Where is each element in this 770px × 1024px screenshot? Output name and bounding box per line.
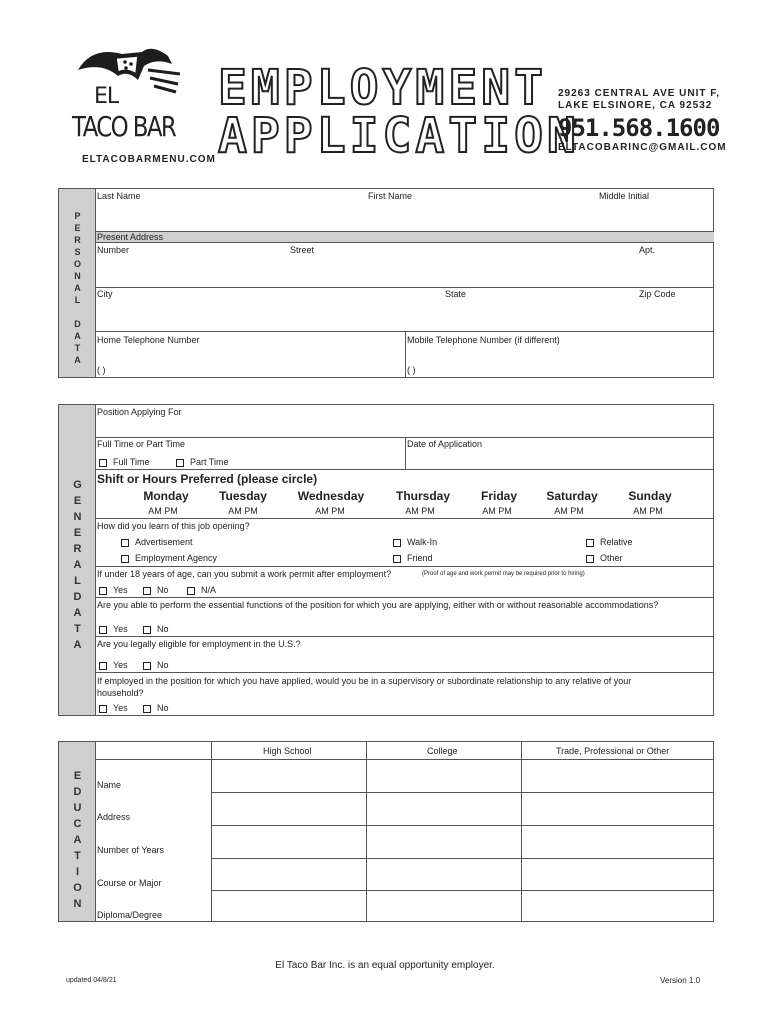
- eligible-yes-checkbox[interactable]: [99, 660, 128, 670]
- yes-label: Yes: [113, 624, 128, 634]
- eligible-question: Are you legally eligible for employment in the U.S.?: [97, 639, 301, 649]
- side-letter: T: [74, 850, 81, 862]
- city-input-area[interactable]: [97, 301, 713, 331]
- full-part-label: Full Time or Part Time: [97, 439, 186, 449]
- phone-number: 951.568.1600: [558, 114, 720, 142]
- middle-initial-label: Middle Initial: [599, 191, 650, 201]
- position-input-area[interactable]: [97, 419, 713, 437]
- ampm-sunday[interactable]: AM PM: [633, 506, 663, 516]
- ampm-thursday[interactable]: AM PM: [405, 506, 435, 516]
- row-years: Number of Years: [97, 845, 165, 855]
- side-letter: E: [73, 495, 82, 507]
- permit-no-checkbox[interactable]: [143, 585, 169, 595]
- home-phone-label: Home Telephone Number: [97, 335, 200, 345]
- no-label: No: [157, 703, 169, 713]
- home-phone-field[interactable]: ( ): [97, 365, 106, 375]
- side-letter: S: [74, 247, 81, 257]
- version-label: Version 1.0: [660, 976, 701, 985]
- row-diploma: Diploma/Degree: [97, 910, 163, 920]
- col-college: College: [427, 746, 458, 756]
- yes-label: Yes: [113, 660, 128, 670]
- side-letter: D: [73, 786, 82, 798]
- relative-question-line1: If employed in the position for which you have applied, would you be in a supervisory or subordinate relationship to any relative of your: [97, 676, 632, 686]
- permit-na-checkbox[interactable]: [187, 585, 216, 595]
- side-letter: A: [74, 283, 81, 293]
- email-address: ELTACOBARINC@GMAIL.COM: [558, 142, 727, 153]
- functions-no-checkbox[interactable]: [143, 624, 169, 634]
- side-letter: N: [73, 511, 82, 523]
- other-label: Other: [600, 553, 623, 563]
- education-input-grid[interactable]: [212, 760, 714, 922]
- side-letter: E: [73, 770, 82, 782]
- side-letter: A: [73, 607, 82, 619]
- ampm-tuesday[interactable]: AM PM: [228, 506, 258, 516]
- number-label: Number: [97, 245, 130, 255]
- state-label: State: [445, 289, 467, 299]
- side-letter: P: [74, 211, 81, 221]
- ampm-wednesday[interactable]: AM PM: [315, 506, 345, 516]
- first-name-label: First Name: [368, 191, 413, 201]
- title-employment: EMPLOYMENT: [218, 60, 547, 116]
- position-label: Position Applying For: [97, 407, 182, 417]
- full-time-checkbox[interactable]: [99, 457, 150, 467]
- side-letter: R: [74, 235, 81, 245]
- side-letter: G: [73, 479, 82, 491]
- relative-checkbox[interactable]: [586, 537, 633, 547]
- side-letter: R: [73, 543, 82, 555]
- apt-label: Apt.: [639, 245, 656, 255]
- no-label: No: [157, 660, 169, 670]
- side-letter: D: [74, 319, 81, 329]
- advertisement-label: Advertisement: [135, 537, 193, 547]
- name-input-area[interactable]: [97, 203, 713, 231]
- side-letter: C: [73, 818, 82, 830]
- no-label: No: [157, 624, 169, 634]
- permit-question: If under 18 years of age, can you submit a work permit after employment?: [97, 569, 392, 579]
- shift-title: Shift or Hours Preferred (please circle): [97, 472, 318, 486]
- other-checkbox[interactable]: [586, 553, 623, 563]
- permit-note: (Proof of age and work permit may be required prior to hiring): [422, 571, 585, 577]
- ampm-saturday[interactable]: AM PM: [554, 506, 584, 516]
- day-sunday: Sunday: [628, 489, 672, 503]
- mobile-phone-label: Mobile Telephone Number (if different): [407, 335, 560, 345]
- personal-data-section: [58, 188, 714, 378]
- day-wednesday: Wednesday: [297, 489, 365, 503]
- education-section: [58, 741, 714, 922]
- relative-no-checkbox[interactable]: [143, 703, 169, 713]
- side-letter: A: [74, 331, 81, 341]
- side-letter: U: [73, 802, 82, 814]
- present-address-bar: [96, 231, 714, 243]
- general-side-label: [59, 405, 96, 715]
- relative-label: Relative: [600, 537, 633, 547]
- date-application-label: Date of Application: [407, 439, 483, 449]
- side-letter: T: [74, 343, 81, 353]
- street-input-area[interactable]: [97, 257, 713, 287]
- side-letter: L: [74, 295, 81, 305]
- walkin-label: Walk-In: [407, 537, 438, 547]
- logo-text-taco-bar: TACO BAR: [72, 110, 176, 143]
- col-high-school: High School: [263, 746, 312, 756]
- side-letter: L: [74, 575, 81, 587]
- ampm-monday[interactable]: AM PM: [148, 506, 178, 516]
- title-application: APPLICATION: [218, 108, 580, 164]
- learn-question: How did you learn of this job opening?: [97, 521, 250, 531]
- last-name-label: Last Name: [97, 191, 141, 201]
- personal-side-label: [59, 189, 96, 377]
- zip-label: Zip Code: [639, 289, 676, 299]
- side-letter: I: [75, 866, 80, 878]
- side-letter: N: [74, 271, 81, 281]
- col-trade: Trade, Professional or Other: [556, 746, 670, 756]
- website-url: ELTACOBARMENU.COM: [82, 154, 216, 165]
- city-label: City: [97, 289, 113, 299]
- mobile-phone-field[interactable]: ( ): [407, 365, 416, 375]
- address-line2: LAKE ELSINORE, CA 92532: [558, 100, 713, 111]
- side-letter: A: [74, 355, 81, 365]
- logo-graphic: [72, 40, 182, 98]
- ampm-friday[interactable]: AM PM: [482, 506, 512, 516]
- street-label: Street: [290, 245, 315, 255]
- education-side-label: [59, 742, 96, 921]
- day-saturday: Saturday: [546, 489, 598, 503]
- part-time-label: Part Time: [190, 457, 229, 467]
- relative-yes-checkbox[interactable]: [99, 703, 128, 713]
- day-thursday: Thursday: [395, 489, 450, 503]
- agency-checkbox[interactable]: [121, 553, 217, 563]
- general-data-section: [58, 404, 714, 716]
- side-letter: A: [73, 559, 82, 571]
- yes-label: Yes: [113, 585, 128, 595]
- full-time-label: Full Time: [113, 457, 150, 467]
- side-letter: E: [74, 223, 81, 233]
- yes-label: Yes: [113, 703, 128, 713]
- eligible-no-checkbox[interactable]: [143, 660, 169, 670]
- walkin-checkbox[interactable]: [393, 537, 437, 547]
- side-letter: A: [73, 639, 82, 651]
- relative-question-line2: household?: [97, 688, 144, 698]
- side-letter: O: [73, 882, 82, 894]
- row-address: Address: [97, 812, 131, 822]
- part-time-checkbox[interactable]: [176, 457, 229, 467]
- side-letter: T: [74, 623, 81, 635]
- friend-checkbox[interactable]: [393, 553, 433, 563]
- side-letter: D: [73, 591, 82, 603]
- permit-yes-checkbox[interactable]: [99, 585, 128, 595]
- address-line1: 29263 CENTRAL AVE UNIT F,: [558, 88, 721, 99]
- na-label: N/A: [201, 585, 217, 595]
- side-letter: O: [73, 259, 81, 269]
- eoe-statement: El Taco Bar Inc. is an equal opportunity employer.: [275, 960, 495, 971]
- row-name: Name: [97, 780, 122, 790]
- present-address-label: Present Address: [97, 232, 164, 242]
- agency-label: Employment Agency: [135, 553, 218, 563]
- row-course: Course or Major: [97, 878, 162, 888]
- logo-text-el: EL: [94, 84, 119, 109]
- functions-question: Are you able to perform the essential functions of the position for which you are applying, either with or without reasonable accommodations?: [97, 600, 659, 610]
- functions-yes-checkbox[interactable]: [99, 624, 128, 634]
- updated-date: updated 04/8/21: [66, 977, 117, 984]
- day-monday: Monday: [143, 489, 189, 503]
- side-letter: E: [73, 527, 82, 539]
- friend-label: Friend: [407, 553, 433, 563]
- day-tuesday: Tuesday: [219, 489, 267, 503]
- advertisement-checkbox[interactable]: [121, 537, 193, 547]
- side-letter: N: [73, 898, 82, 910]
- no-label: No: [157, 585, 169, 595]
- side-letter: A: [73, 834, 82, 846]
- day-friday: Friday: [480, 489, 517, 503]
